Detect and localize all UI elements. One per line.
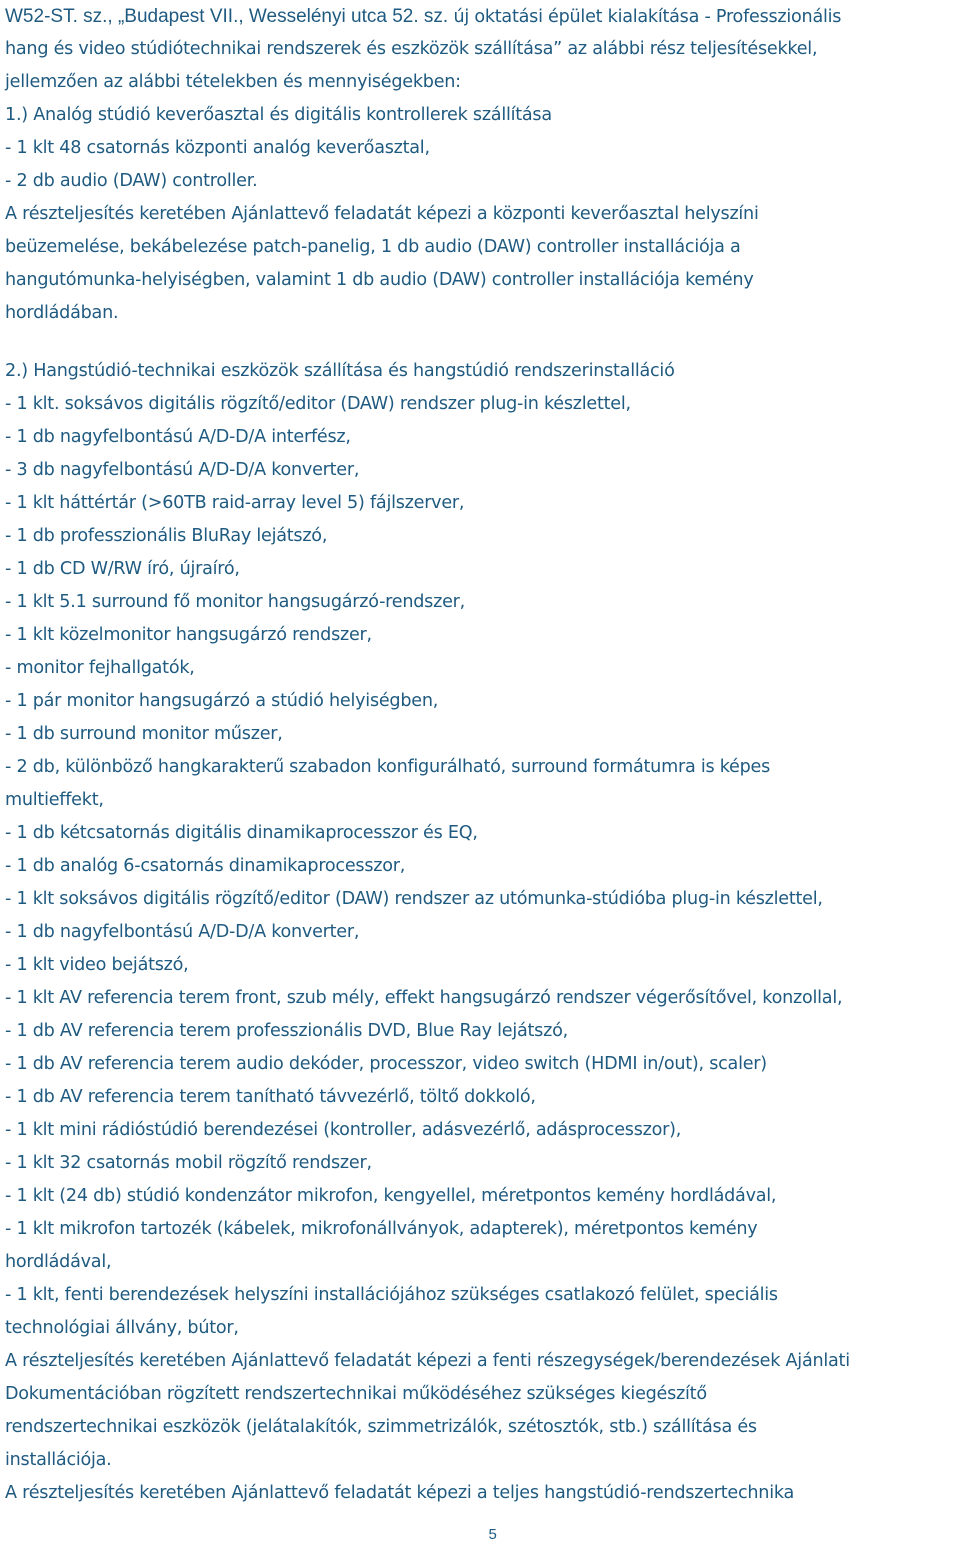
paragraph-line: A részteljesítés keretében Ajánlattevő feladatát képezi a központi keverőasztal helyszíni xyxy=(5,204,759,224)
paragraph-line: hangutómunka-helyiségben, valamint 1 db audio (DAW) controller installációja kemény xyxy=(5,270,754,290)
paragraph-line: A részteljesítés keretében Ajánlattevő feladatát képezi a fenti részegységek/berendezések Ajánlati xyxy=(5,1351,850,1371)
list-item: - 1 db AV referencia terem professzionális DVD, Blue Ray lejátszó, xyxy=(5,1021,568,1041)
list-item: - 1 klt 48 csatornás központi analóg keverőasztal, xyxy=(5,138,430,158)
list-item: - 2 db, különböző hangkarakterű szabadon konfigurálható, surround formátumra is képes xyxy=(5,757,771,777)
list-item: - 1 db surround monitor műszer, xyxy=(5,724,283,744)
list-item: - 1 klt háttértár (>60TB raid-array level 5) fájlszerver, xyxy=(5,493,465,513)
list-item: - 1 klt, fenti berendezések helyszíni installációjához szükséges csatlakozó felület, speciális xyxy=(5,1285,778,1305)
list-item: - 1 db professzionális BluRay lejátszó, xyxy=(5,526,328,546)
intro-line-text: új oktatási épület kialakítása - Professzionális xyxy=(453,7,842,27)
page-number: 5 xyxy=(488,1526,497,1543)
paragraph-line: beüzemelése, bekábelezése patch-panelig, 1 db audio (DAW) controller installációja a xyxy=(5,237,741,257)
list-item: - 1 db nagyfelbontású A/D-D/A konverter, xyxy=(5,922,360,942)
paragraph-line: A részteljesítés keretében Ajánlattevő feladatát képezi a teljes hangstúdió-rendszertechnika xyxy=(5,1483,795,1503)
list-item-continuation: multieffekt, xyxy=(5,790,104,810)
paragraph-line: rendszertechnikai eszközök (jelátalakítók, szimmetrizálók, szétosztók, stb.) szállítása és xyxy=(5,1417,757,1437)
list-item: - 1 db nagyfelbontású A/D-D/A interfész, xyxy=(5,427,351,447)
section-1 xyxy=(5,99,960,330)
list-item: - 1 klt. soksávos digitális rögzítő/editor (DAW) rendszer plug-in készlettel, xyxy=(5,394,631,414)
section-2-heading: 2.) Hangstúdió-technikai eszközök szállítása és hangstúdió rendszerinstalláció xyxy=(5,361,675,381)
section-2 xyxy=(5,355,960,1510)
list-item: - 1 klt video bejátszó, xyxy=(5,955,189,975)
paragraph-line: hordládában. xyxy=(5,303,119,323)
intro-line: jellemzően az alábbi tételekben és mennyiségekben: xyxy=(5,72,461,92)
list-item: - monitor fejhallgatók, xyxy=(5,658,195,678)
list-item: - 1 db CD W/RW író, újraíró, xyxy=(5,559,240,579)
header-text: W52-ST. sz., „Budapest VII., Wesselényi utca 52. sz. xyxy=(5,6,454,27)
intro-line: hang és video stúdiótechnikai rendszerek és eszközök szállítása” az alábbi rész teljesítésekkel, xyxy=(5,39,818,59)
list-item: - 1 db analóg 6-csatornás dinamikaprocesszor, xyxy=(5,856,406,876)
document-body xyxy=(5,0,960,1510)
list-item: - 1 klt 32 csatornás mobil rögzítő rendszer, xyxy=(5,1153,372,1173)
paragraph-line: Dokumentációban rögzített rendszertechnikai működéséhez szükséges kiegészítő xyxy=(5,1384,707,1404)
list-item: - 2 db audio (DAW) controller. xyxy=(5,171,258,191)
section-gap xyxy=(5,330,960,355)
list-item: - 1 klt mini rádióstúdió berendezései (kontroller, adásvezérlő, adásprocesszor), xyxy=(5,1120,682,1140)
list-item: - 1 klt 5.1 surround fő monitor hangsugárzó-rendszer, xyxy=(5,592,465,612)
list-item: - 1 klt (24 db) stúdió kondenzátor mikrofon, kengyellel, méretpontos kemény hordládával, xyxy=(5,1186,777,1206)
paragraph-line: installációja. xyxy=(5,1450,112,1470)
section-1-heading: 1.) Analóg stúdió keverőasztal és digitális kontrollerek szállítása xyxy=(5,105,552,125)
list-item: - 3 db nagyfelbontású A/D-D/A konverter, xyxy=(5,460,360,480)
list-item: - 1 db kétcsatornás digitális dinamikaprocesszor és EQ, xyxy=(5,823,478,843)
list-item-continuation: technológiai állvány, bútor, xyxy=(5,1318,239,1338)
list-item: - 1 klt soksávos digitális rögzítő/editor (DAW) rendszer az utómunka-stúdióba plug-in készlettel, xyxy=(5,889,823,909)
list-item: - 1 db AV referencia terem audio dekóder, processzor, video switch (HDMI in/out), scaler) xyxy=(5,1054,767,1074)
intro-line xyxy=(5,0,960,33)
list-item: - 1 klt mikrofon tartozék (kábelek, mikrofonállványok, adapterek), méretpontos kemény xyxy=(5,1219,758,1239)
list-item: - 1 db AV referencia terem tanítható távvezérlő, töltő dokkoló, xyxy=(5,1087,536,1107)
list-item-continuation: hordládával, xyxy=(5,1252,112,1272)
list-item: - 1 klt AV referencia terem front, szub mély, effekt hangsugárzó rendszer végerősítővel, konzollal, xyxy=(5,988,843,1008)
list-item: - 1 klt közelmonitor hangsugárzó rendszer, xyxy=(5,625,372,645)
list-item: - 1 pár monitor hangsugárzó a stúdió helyiségben, xyxy=(5,691,439,711)
